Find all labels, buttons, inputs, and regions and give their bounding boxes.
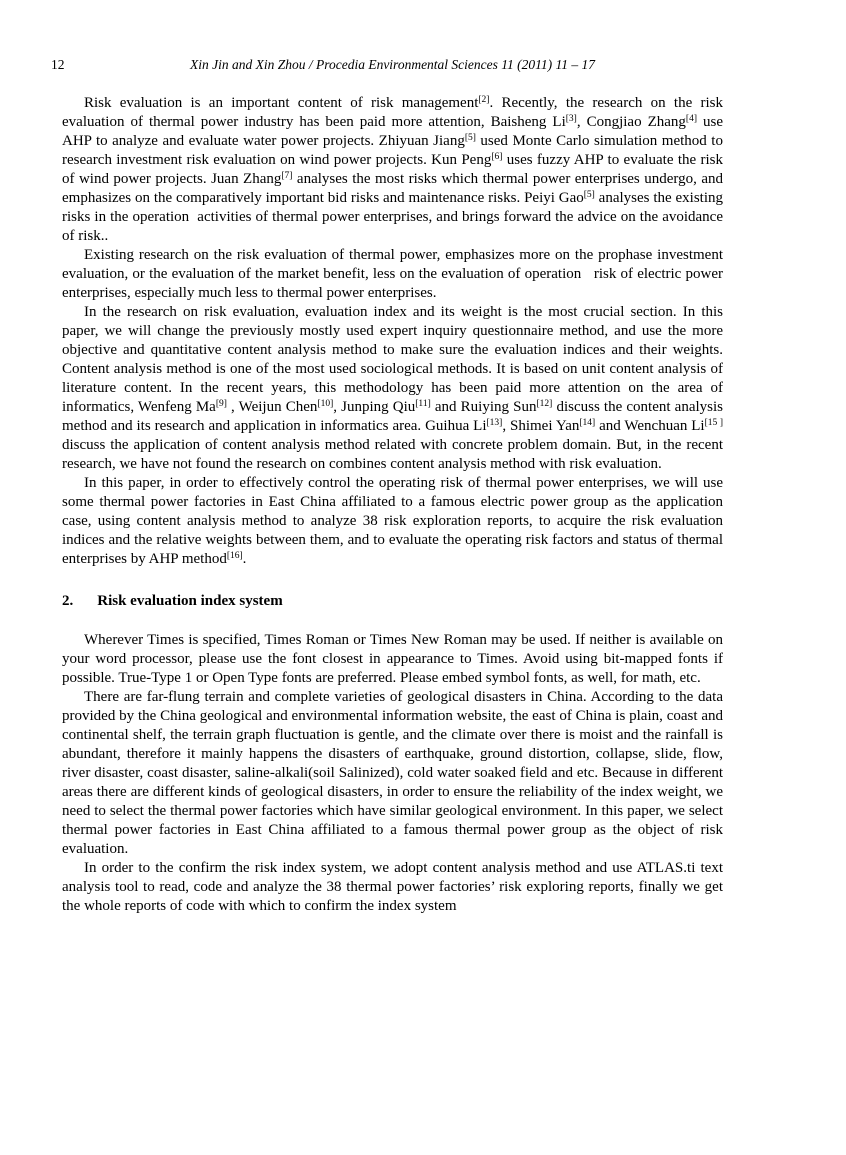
citation-ref: [6] [491,152,503,162]
citation-ref: [4] [685,114,697,124]
paragraph-times-font-note: Wherever Times is specified, Times Roman or Times New Roman may be used. If neither is available on your word processor, please use the font closest in appearance to Times. Avoid using bit-mapped fonts if possible. True-Type 1 or Open Type fonts are preferred. Please embed symbol fonts, as well, for math, etc. [62,632,723,686]
citation-ref: [2] [478,95,490,105]
paragraph-content-analysis-method: In the research on risk evaluation, evaluation index and its weight is the most crucial section. In this paper, we will change the previously mostly used expert inquiry questionnaire method, and use the more objective and quantitative content analysis method to make sure the evaluation indices and their weights. Content analysis method is one of the most used sociological methods. It is based on unit content analysis of literature content. In the recent years, this methodology has been paid more attention on the area of informatics, Wenfeng Ma[9] , Weijun Chen[10], Junping Qiu[11] and Ruiying Sun[12] discuss the content analysis method and its research and application in informatics area. Guihua Li[13], Shimei Yan[14] and Wenchuan Li[15 ] discuss the application of content analysis method related with concrete problem domain. But, in the recent research, we have not found the research on combines content analysis method with risk evaluation. [62,304,724,472]
citation-ref: [16] [226,551,243,561]
article-body [62,94,723,916]
paragraph-paper-purpose: In this paper, in order to effectively control the operating risk of thermal power enterprises, we will use some thermal power factories in East China affiliated to a famous electric power group as the application case, using content analysis method to analyze 38 risk exploration reports, to acquire the risk evaluation indices and the relative weights between them, and to evaluate the operating risk factors and status of thermal enterprises by AHP method[16]. [62,475,723,567]
page-header [51,57,723,73]
paragraph-risk-evaluation-intro: Risk evaluation is an important content of risk management[2]. Recently, the research on the risk evaluation of thermal power industry has been paid more attention, Baisheng Li[3], Congjiao Zhang[4] use AHP to analyze and evaluate water power projects. Zhiyuan Jiang[5] used Monte Carlo simulation method to research investment risk evaluation on wind power projects. Kun Peng[6] uses fuzzy AHP to evaluate the risk of wind power projects. Juan Zhang[7] analyses the most risks which thermal power enterprises undergo, and emphasizes on the comparatively important bid risks and maintenance risks. Peiyi Gao[5] analyses the existing risks in the operation activities of thermal power enterprises, and brings forward the advice on the avoidance of risk.. [62,95,724,244]
paragraph-atlas-ti: In order to the confirm the risk index system, we adopt content analysis method and use ATLAS.ti text analysis tool to read, code and analyze the 38 thermal power factories’ risk exploring reports, finally we get the whole reports of code with which to confirm the index system [62,860,723,914]
citation-ref: [12] [536,399,553,409]
citation-ref: [5] [583,190,595,200]
citation-ref: [9] [215,399,227,409]
citation-ref: [13] [486,418,503,428]
paragraph-existing-research: Existing research on the risk evaluation of thermal power, emphasizes more on the prophase investment evaluation, or the evaluation of the market benefit, less on the evaluation of operation risk of electric power enterprises, especially much less to thermal power enterprises. [62,247,723,301]
page-number: 12 [51,57,65,72]
citation-ref: [5] [464,133,476,143]
citation-ref: [7] [281,171,293,181]
citation-ref: [10] [317,399,334,409]
citation-ref: [3] [565,114,577,124]
section-number: 2. [62,593,74,609]
section-heading [62,592,723,611]
running-title: Xin Jin and Xin Zhou / Procedia Environmental Sciences 11 (2011) 11 – 17 [189,57,596,72]
section-title: Risk evaluation index system [97,593,283,609]
citation-ref: [11] [415,399,431,409]
paragraph-geological-disasters: There are far-flung terrain and complete varieties of geological disasters in China. According to the data provided by the China geological and environmental information website, the east of China is plain, coast and continental shelf, the terrain graph fluctuation is gentle, and the climate over there is moist and the rainfall is abundant, therefore it mainly happens the disasters of earthquake, ground distortion, collapse, slide, flow, river disaster, coast disaster, saline-alkali(soil Salinized), cold water soaked field and etc. Because in different areas there are different kinds of geological disasters, in order to ensure the reliability of the index weight, we need to select the thermal power factories which have similar geological environment. In this paper, we select thermal power factories in East China affiliated to a famous thermal power group as the object of risk evaluation. [62,689,723,857]
citation-ref: [15 ] [704,418,723,428]
citation-ref: [14] [579,418,596,428]
